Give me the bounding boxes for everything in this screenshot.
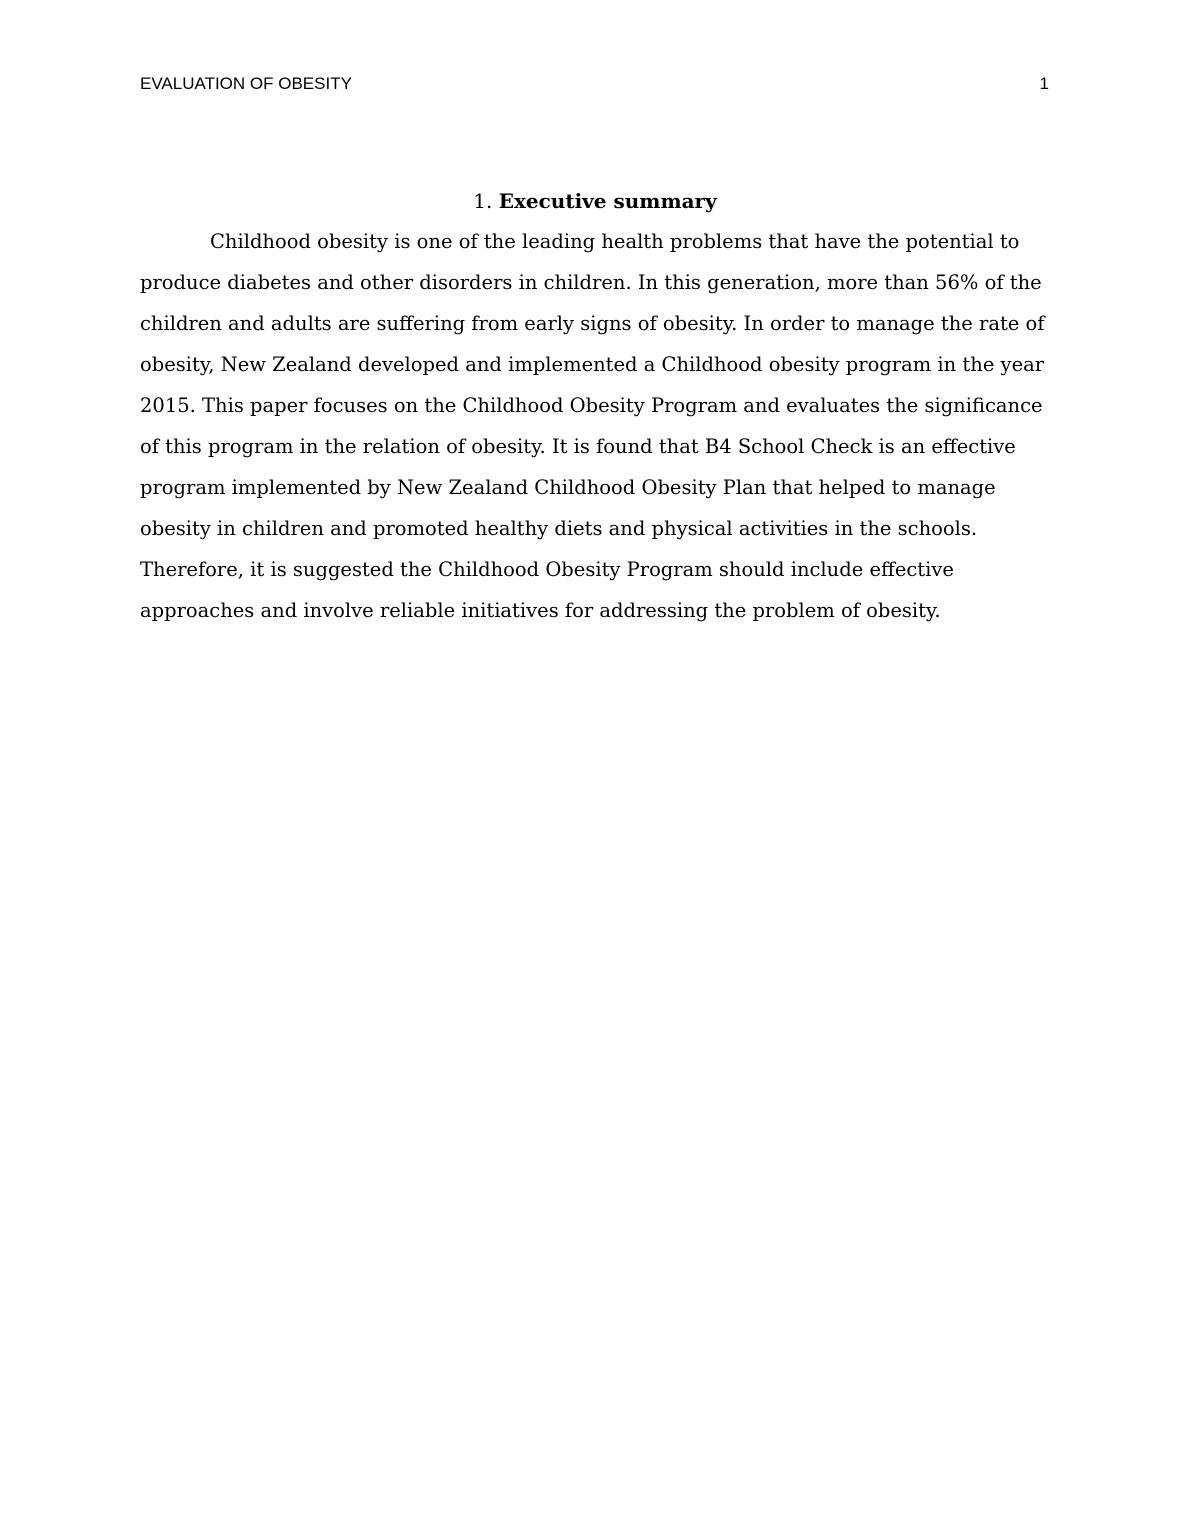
executive-summary-paragraph: Childhood obesity is one of the leading health problems that have the potential to produce diabetes and other disorders in children. In this generation, more than 56% of the children and adults are suffering from early signs of obesity. In order to manage the rate of obesity, New Zealand developed and implemented a Childhood obesity program in the year 2015. This paper focuses on the Childhood Obesity Program and evaluates the significance of this program in the relation of obesity. It is found that B4 School Check is an effective program implemented by New Zealand Childhood Obesity Plan that helped to manage obesity in children and promoted healthy diets and physical activities in the schools. Therefore, it is suggested the Childhood Obesity Program should include effective approaches and involve reliable initiatives for addressing the problem of obesity.: [140, 230, 1045, 622]
section-heading: [140, 185, 1050, 217]
running-head: EVALUATION OF OBESITY: [140, 74, 352, 93]
page-number: 1: [1039, 74, 1049, 93]
page-header: [140, 72, 1050, 96]
section-title: Executive summary: [498, 189, 717, 213]
section-number: 1.: [473, 189, 493, 213]
